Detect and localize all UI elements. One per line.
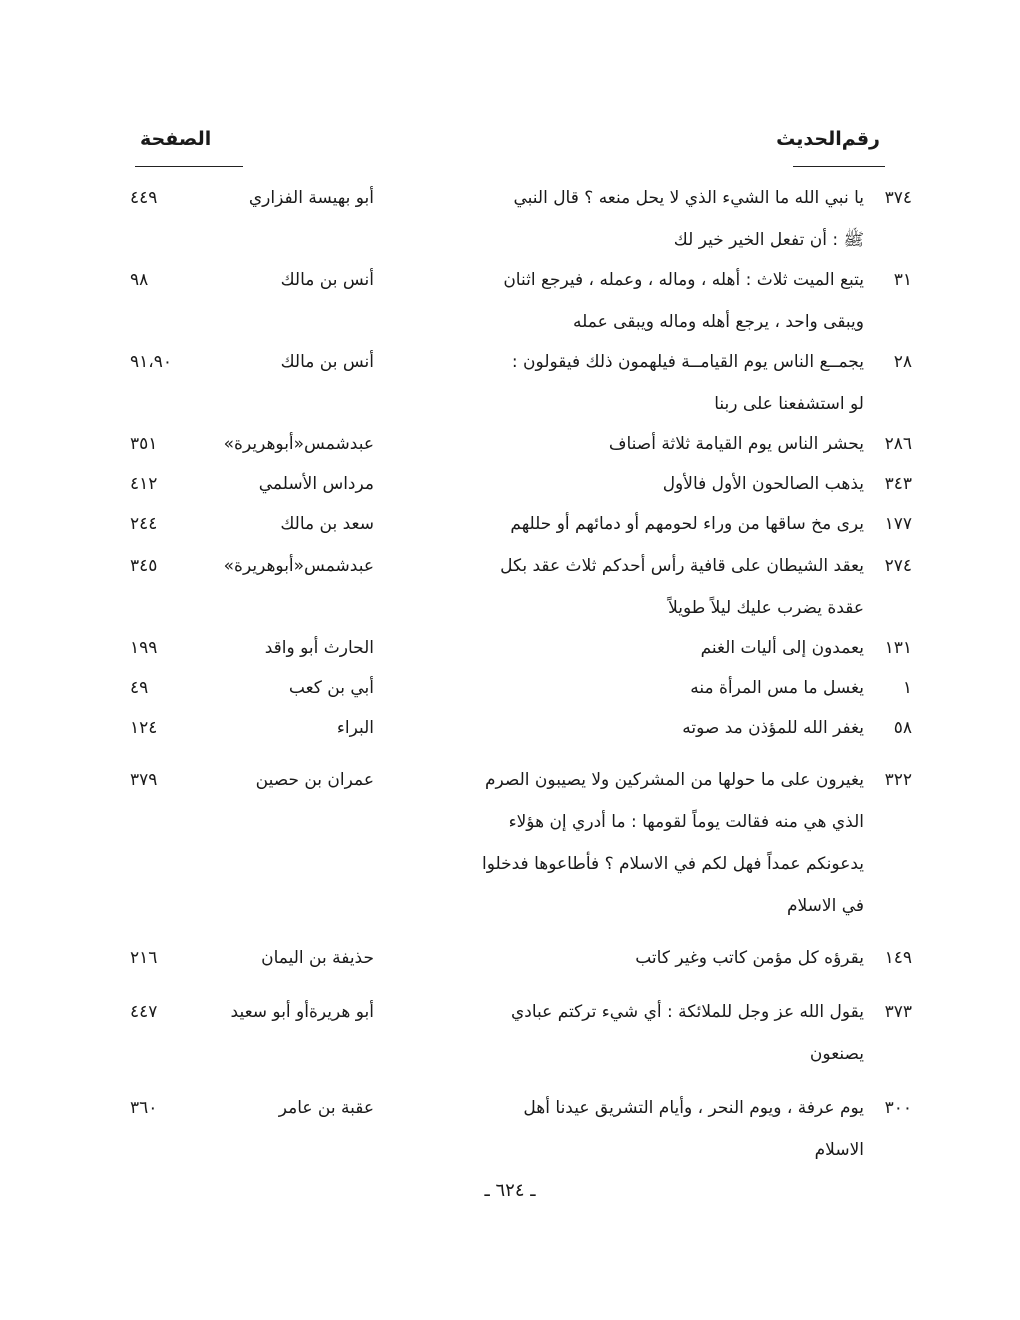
hadith-number: ٥٨	[893, 718, 912, 738]
hadith-number: ٣٤٣	[884, 474, 912, 494]
hadith-text: يقول الله عز وجل للملائكة : أي شيء تركتم عبادي	[510, 1002, 864, 1022]
hadith-text: يا نبي الله ما الشيء الذي لا يحل منعه ؟ قال النبي	[513, 188, 864, 208]
index-row	[0, 424, 1020, 464]
hadith-text-continuation: في الاسلام	[786, 896, 864, 916]
page-ref: ٢٤٤	[130, 514, 158, 534]
hadith-text-continuation: الذي هي منه فقالت يوماً لقومها : ما أدري إن هؤلاء	[508, 812, 864, 832]
hadith-number: ١	[902, 678, 912, 698]
hadith-text: يعقد الشيطان على قافية رأس أحدكم ثلاث عقد بكل	[500, 556, 864, 576]
page-ref: ٤٤٧	[130, 1002, 158, 1022]
page-ref: ٤٤٩	[130, 188, 158, 208]
index-row	[0, 260, 1020, 300]
page-ref: ٩١،٩٠	[130, 352, 173, 372]
header-rule-left	[135, 166, 243, 167]
narrator: أبي بن كعب	[288, 678, 374, 698]
hadith-number: ٢٨٦	[884, 434, 912, 454]
hadith-number: ١٣١	[884, 638, 912, 658]
narrator: عمران بن حصين	[255, 770, 374, 790]
page-number: ـ ٦٢٤ ـ	[484, 1180, 536, 1201]
narrator: عبدشمس«أبوهريرة»	[223, 434, 374, 454]
header-hadith-number: رقم‌الحديث	[776, 128, 880, 150]
index-row	[0, 1088, 1020, 1128]
narrator: الحارث أبو واقد	[264, 638, 374, 658]
index-row	[0, 992, 1020, 1032]
narrator: أبو بهيسة الفزاري	[248, 188, 374, 208]
hadith-number: ٢٧٤	[884, 556, 912, 576]
hadith-number: ٣٢٢	[884, 770, 912, 790]
hadith-text: يغسل ما مس المرأة منه	[690, 678, 864, 698]
page-ref: ٣٧٩	[130, 770, 158, 790]
hadith-number: ١٧٧	[884, 514, 912, 534]
hadith-text: يذهب الصالحون الأول فالأول	[662, 474, 864, 494]
hadith-text: يغيرون على ما حولها من المشركين ولا يصيبون الصرم	[484, 770, 864, 790]
page-ref: ٣٦٠	[130, 1098, 158, 1118]
hadith-text-continuation: ويبقى واحد ، يرجع أهله وماله ويبقى عمله	[573, 312, 864, 332]
page-ref: ١٩٩	[130, 638, 158, 658]
narrator: أنس بن مالك	[280, 270, 374, 290]
hadith-text-continuation: يصنعون	[809, 1044, 864, 1064]
hadith-text-continuation: لو استشفعنا على ربنا	[714, 394, 864, 414]
narrator: أبو هريرةأو أبو سعيد	[230, 1002, 374, 1022]
narrator: عبدشمس«أبوهريرة»	[223, 556, 374, 576]
header-page: الصفحة	[140, 128, 212, 150]
page-ref: ٤١٢	[130, 474, 158, 494]
index-row	[0, 504, 1020, 544]
page-ref: ٩٨	[130, 270, 149, 290]
page-ref: ١٢٤	[130, 718, 158, 738]
header-rule-right	[793, 166, 885, 167]
page-ref: ٣٥١	[130, 434, 158, 454]
page-ref: ٣٤٥	[130, 556, 158, 576]
index-row	[0, 342, 1020, 382]
index-row	[0, 546, 1020, 586]
index-row	[0, 628, 1020, 668]
hadith-text: يغفر الله للمؤذن مد صوته	[682, 718, 864, 738]
index-row	[0, 464, 1020, 504]
hadith-text: يوم عرفة ، ويوم النحر ، وأيام التشريق عيدنا أهل	[523, 1098, 864, 1118]
page-ref: ٢١٦	[130, 948, 158, 968]
hadith-text-continuation: يدعونكم عمداً فهل لكم في الاسلام ؟ فأطاعوها فدخلوا	[481, 854, 864, 874]
index-row	[0, 708, 1020, 748]
hadith-number: ٣٧٣	[884, 1002, 912, 1022]
hadith-text: يتبع الميت ثلاث : أهله ، وماله ، وعمله ، فيرجع اثنان	[503, 270, 864, 290]
hadith-text: يجمــع الناس يوم القيامــة فيلهمون ذلك فيقولون :	[511, 352, 864, 372]
index-row	[0, 760, 1020, 800]
hadith-number: ١٤٩	[884, 948, 912, 968]
index-row	[0, 178, 1020, 218]
hadith-number: ٣٧٤	[884, 188, 912, 208]
hadith-text-continuation: ﷺ : أن تفعل الخير خير لك	[673, 230, 864, 250]
narrator: البراء	[336, 718, 374, 738]
hadith-text-continuation: الاسلام	[814, 1140, 864, 1160]
narrator: مرداس الأسلمي	[258, 474, 374, 494]
index-row	[0, 938, 1020, 978]
hadith-text: يرى مخ ساقها من وراء لحومهم أو دمائهم أو حللهم	[510, 514, 864, 534]
page-ref: ٤٩	[130, 678, 149, 698]
narrator: حذيفة بن اليمان	[261, 948, 374, 968]
hadith-number: ٣١	[893, 270, 912, 290]
hadith-number: ٣٠٠	[884, 1098, 912, 1118]
hadith-text-continuation: عقدة يضرب عليك ليلاً طويلاً	[668, 598, 864, 618]
hadith-text: يعمدون إلى أليات الغنم	[700, 638, 864, 658]
narrator: أنس بن مالك	[280, 352, 374, 372]
index-row	[0, 668, 1020, 708]
narrator: سعد بن مالك	[280, 514, 374, 534]
hadith-number: ٢٨	[893, 352, 912, 372]
hadith-text: يقرؤه كل مؤمن كاتب وغير كاتب	[635, 948, 864, 968]
narrator: عقبة بن عامر	[278, 1098, 374, 1118]
hadith-text: يحشر الناس يوم القيامة ثلاثة أصناف	[608, 434, 864, 454]
